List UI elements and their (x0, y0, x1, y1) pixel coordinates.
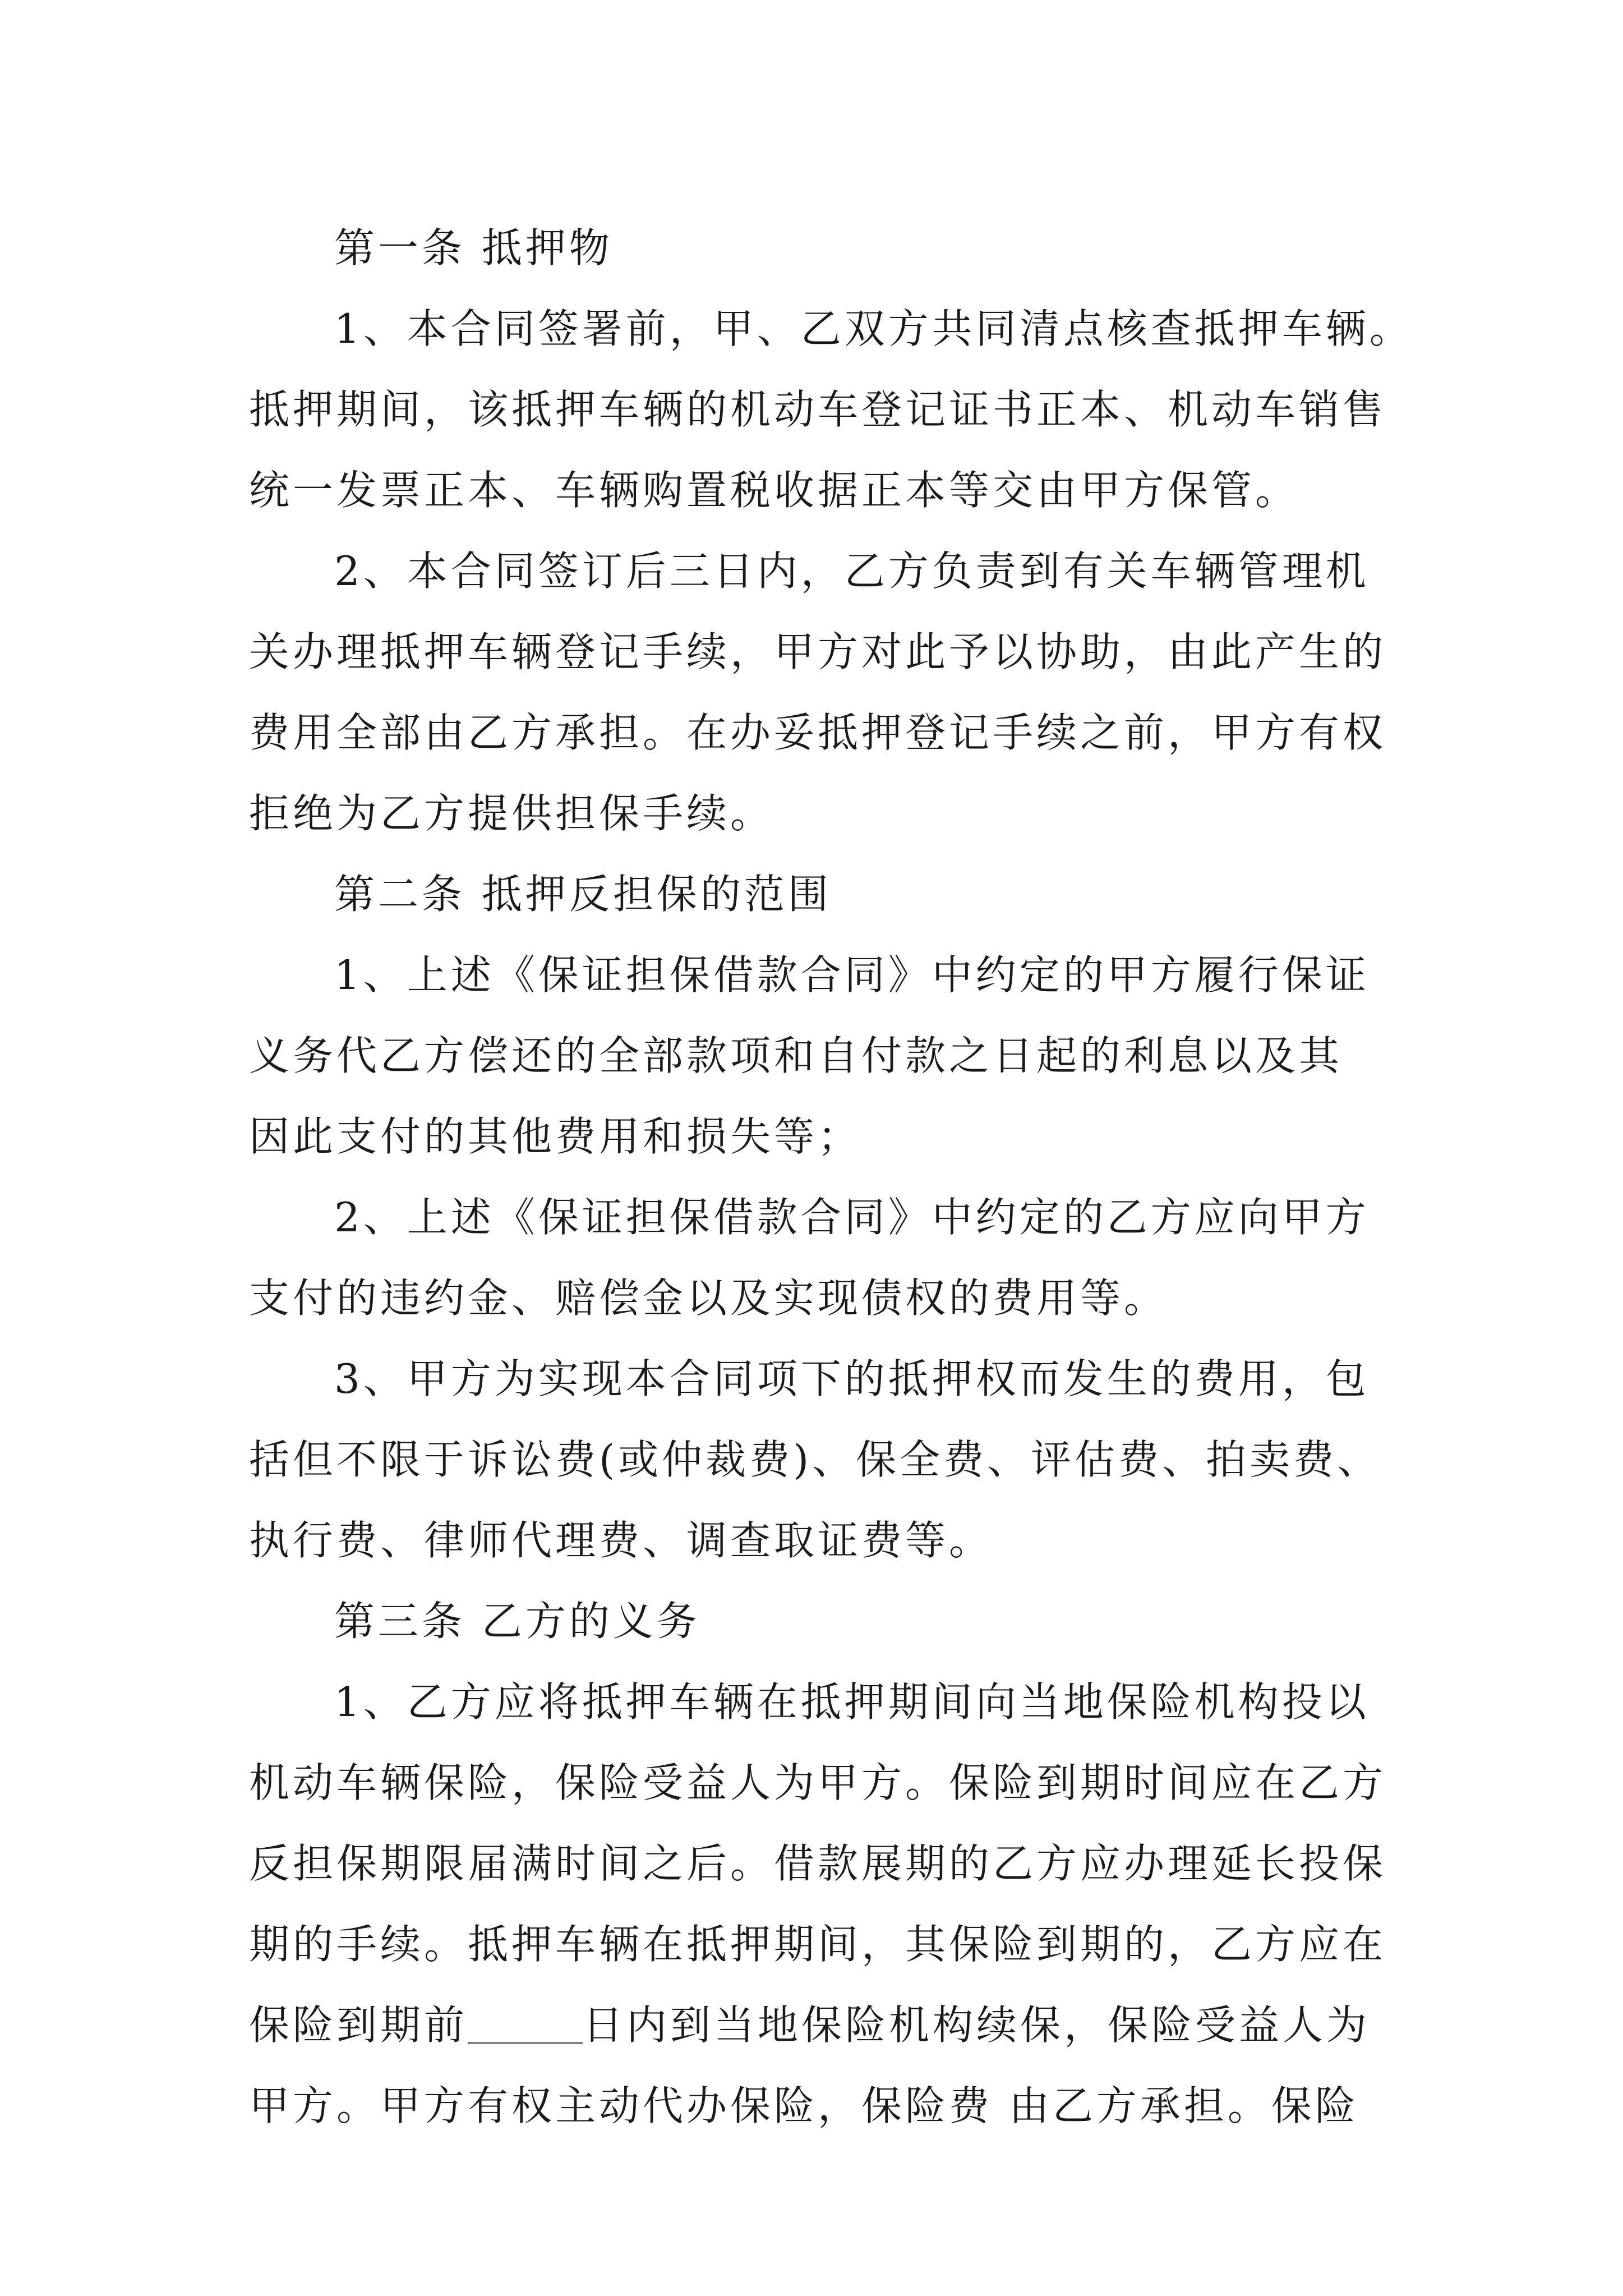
paragraph-line: 统一发票正本、车辆购置税收据正本等交由甲方保管。 (249, 467, 1299, 514)
paragraph-line: 义务代乙方偿还的全部款项和自付款之日起的利息以及其 (249, 1032, 1343, 1079)
paragraph-line: 期的手续。抵押车辆在抵押期间，其保险到期的，乙方应在 (249, 1921, 1387, 1968)
paragraph-line: 执行费、律师代理费、调查取证费等。 (249, 1517, 993, 1564)
paragraph-line: 1、乙方应将抵押车辆在抵押期间向当地保险机构投以 (334, 1678, 1370, 1726)
paragraph-line: 支付的违约金、赔偿金以及实现债权的费用等。 (249, 1274, 1168, 1322)
article-3-heading: 第三条 乙方的义务 (334, 1598, 700, 1645)
fill-in-blank (468, 2002, 583, 2044)
line-text-after-blank: 日内到当地保险机构续保，保险受益人为 (583, 2001, 1371, 2049)
paragraph-line: 抵押期间，该抵押车辆的机动车登记证书正本、机动车销售 (249, 386, 1387, 433)
paragraph-line: 1、上述《保证担保借款合同》中约定的甲方履行保证 (334, 951, 1370, 999)
paragraph-line-with-blank (249, 1985, 1455, 2065)
paragraph-line: 2、本合同签订后三日内，乙方负责到有关车辆管理机 (334, 547, 1370, 595)
paragraph-line: 1、本合同签署前，甲、乙双方共同清点核查抵押车辆。 (334, 305, 1413, 352)
document-body (249, 208, 1455, 2146)
paragraph-line: 2、上述《保证担保借款合同》中约定的乙方应向甲方 (334, 1194, 1370, 1241)
paragraph-line: 拒绝为乙方提供担保手续。 (249, 790, 774, 837)
paragraph-line: 括但不限于诉讼费(或仲裁费)、保全费、评估费、拍卖费、 (249, 1436, 1381, 1483)
paragraph-line: 费用全部由乙方承担。在办妥抵押登记手续之前，甲方有权 (249, 709, 1387, 756)
line-text-before-blank: 保险到期前 (249, 2001, 468, 2049)
paragraph-line: 反担保期限届满时间之后。借款展期的乙方应办理延长投保 (249, 1840, 1387, 1887)
paragraph-line: 甲方。甲方有权主动代办保险，保险费 由乙方承担。保险 (249, 2082, 1359, 2129)
paragraph-line: 因此支付的其他费用和损失等； (249, 1113, 862, 1160)
paragraph-line: 机动车辆保险，保险受益人为甲方。保险到期时间应在乙方 (249, 1759, 1387, 1806)
paragraph-line: 3、甲方为实现本合同项下的抵押权而发生的费用，包 (334, 1355, 1370, 1402)
paragraph-line: 关办理抵押车辆登记手续，甲方对此予以协助，由此产生的 (249, 628, 1387, 675)
article-1-heading: 第一条 抵押物 (334, 224, 613, 272)
article-2-heading: 第二条 抵押反担保的范围 (334, 871, 832, 918)
